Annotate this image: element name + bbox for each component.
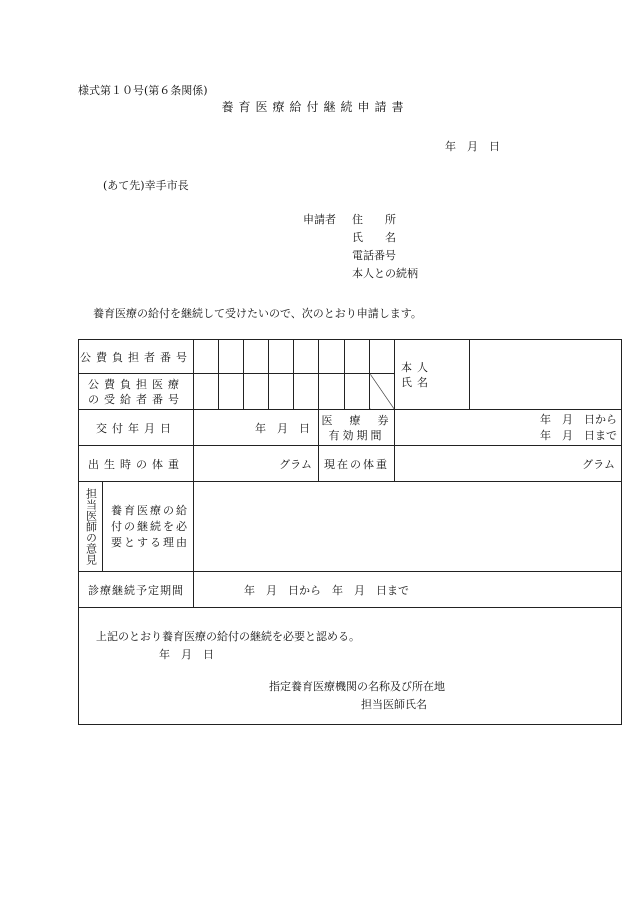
confirm-date[interactable]: 年 月 日	[159, 648, 214, 661]
payer-digit-4[interactable]	[269, 340, 294, 374]
issue-date-field[interactable]: 年 月 日	[194, 410, 319, 446]
institution-label: 指定養育医療機関の名称及び所在地	[269, 680, 445, 693]
recipient-digit-7[interactable]	[345, 374, 370, 410]
applicant-name-label: 氏 名	[352, 231, 396, 244]
person-name-field[interactable]	[470, 340, 622, 410]
application-date: 年 月 日	[445, 140, 500, 153]
form-title: 養育医療給付継続申請書	[221, 100, 409, 114]
recipient-digit-5[interactable]	[294, 374, 319, 410]
doctor-name-label: 担当医師氏名	[361, 698, 427, 711]
validity-label-line2: 有効期間	[328, 428, 385, 442]
payer-digit-6[interactable]	[319, 340, 345, 374]
recipient-digit-4[interactable]	[269, 374, 294, 410]
applicant-fields	[352, 211, 418, 283]
reason-line2: 付の継続を必	[111, 519, 189, 533]
birth-weight-label: 出生時の体重	[79, 446, 194, 482]
confirm-text: 上記のとおり養育医療の給付の継続を必要と認める。	[96, 630, 360, 643]
current-weight-field[interactable]: グラム	[395, 446, 622, 482]
person-name-label-line1: 本人	[401, 360, 433, 374]
validity-label	[319, 410, 395, 446]
schedule-label: 診療継続予定期間	[79, 572, 194, 608]
validity-period-field[interactable]	[395, 410, 622, 446]
payer-digit-5[interactable]	[294, 340, 319, 374]
recipient-digit-2[interactable]	[219, 374, 244, 410]
form-id: 様式第１０号(第６条関係)	[78, 84, 208, 97]
applicant-phone-label: 電話番号	[352, 249, 396, 262]
reason-line3: 要とする理由	[111, 535, 189, 549]
payer-digit-3[interactable]	[244, 340, 269, 374]
applicant-relation-label: 本人との続柄	[352, 267, 418, 280]
payer-number-label: 公費負担者番号	[79, 340, 194, 374]
reason-line1: 養育医療の給	[111, 503, 189, 517]
recipient-digit-3[interactable]	[244, 374, 269, 410]
applicant-label: 申請者	[303, 213, 336, 226]
applicant-address-label: 住 所	[352, 213, 396, 226]
recipient-digit-1[interactable]	[194, 374, 219, 410]
recipient-label-line2: の受給者番号	[88, 392, 184, 406]
certification-section	[79, 608, 622, 725]
addressee: (あて先)幸手市長	[103, 179, 189, 192]
recipient-number-label	[79, 374, 194, 410]
birth-weight-field[interactable]: グラム	[194, 446, 319, 482]
schedule-field[interactable]: 年 月 日から 年 月 日まで	[194, 572, 622, 608]
payer-digit-7[interactable]	[345, 340, 370, 374]
validity-from: 年 月 日から	[540, 412, 617, 426]
application-table	[78, 339, 622, 725]
recipient-label-line1: 公費負担医療	[88, 377, 184, 391]
payer-digit-2[interactable]	[219, 340, 244, 374]
person-name-label-line2: 氏名	[401, 375, 433, 389]
payer-digit-8[interactable]	[370, 340, 395, 374]
recipient-digit-void	[370, 374, 395, 410]
request-statement: 養育医療の給付を継続して受けたいので、次のとおり申請します。	[93, 307, 422, 320]
reason-label	[103, 482, 194, 572]
doctor-opinion-label	[79, 482, 103, 572]
recipient-digit-6[interactable]	[319, 374, 345, 410]
current-weight-label: 現在の体重	[319, 446, 395, 482]
payer-digit-1[interactable]	[194, 340, 219, 374]
doctor-opinion-text: 担当医師の意見	[84, 488, 98, 565]
validity-to: 年 月 日まで	[540, 428, 617, 442]
reason-field[interactable]	[194, 482, 622, 572]
issue-date-label: 交付年月日	[79, 410, 194, 446]
validity-label-line1: 医 療 券	[321, 413, 392, 427]
person-name-label	[395, 340, 470, 410]
